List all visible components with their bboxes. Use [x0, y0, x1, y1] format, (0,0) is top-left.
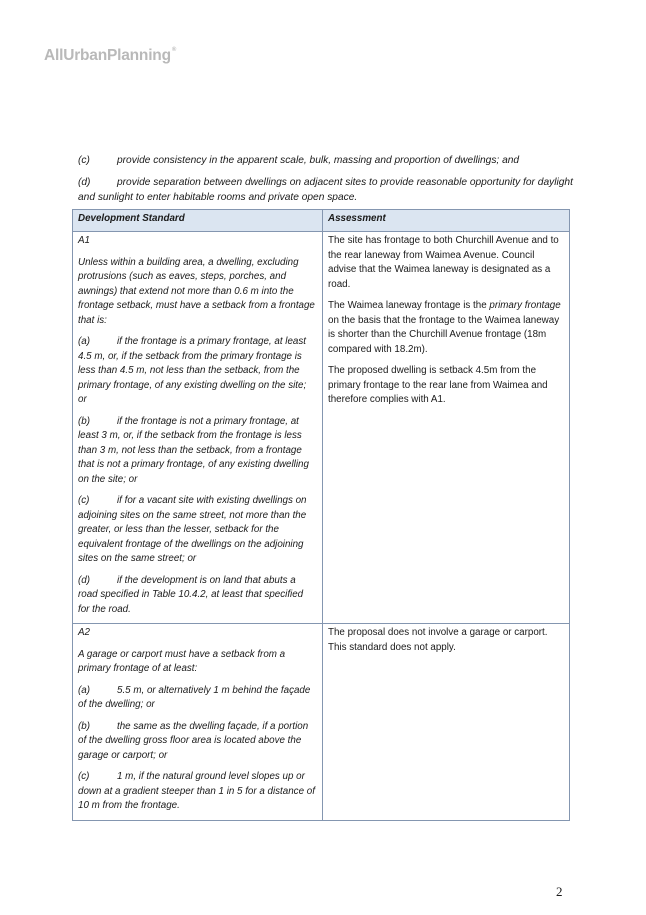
header-development-standard: Development Standard [73, 210, 323, 232]
standard-sub-item [78, 415, 317, 488]
logo-registered-mark: ® [171, 47, 177, 53]
sub-item-label: (b) [78, 720, 90, 732]
standard-cell-a1 [73, 232, 323, 624]
assessment-paragraph: The proposed dwelling is setback 4.5m from the primary frontage to the rear lane from Waimea and therefore complies with A1. [328, 365, 548, 405]
brand-logo [44, 47, 176, 65]
sub-item-label: (a) [78, 684, 90, 696]
assessment-text: The Waimea laneway frontage is the [328, 300, 490, 311]
intro-item-label: (c) [78, 155, 90, 166]
intro-item-text: provide consistency in the apparent scale, bulk, massing and proportion of dwellings; and [117, 155, 520, 166]
standard-code: A2 [78, 627, 90, 638]
intro-item-label: (d) [78, 177, 91, 188]
sub-item-text: if the frontage is not a primary frontage, at least 3 m, or, if the setback from the frontage is less than 3 m, not less than the setback, from a frontage that is not a primary frontage, of any existing dwelling on the site; or [78, 415, 309, 485]
sub-item-label: (c) [78, 495, 90, 506]
sub-item-text: if the development is on land that abuts a road specified in Table 10.4.2, at least that specified for the road. [78, 574, 304, 615]
standards-table [72, 209, 570, 821]
standard-cell-a2 [73, 624, 323, 821]
assessment-paragraph: The proposal does not involve a garage or carport. This standard does not apply. [328, 627, 548, 653]
intro-item-text: provide separation between dwellings on adjacent sites to provide reasonable opportunity for daylight and sunlight to enter habitable rooms and private open space. [78, 177, 573, 203]
sub-item-text: if the frontage is a primary frontage, at least 4.5 m, or, if the setback from the primary frontage is less than 4.5 m, not less than the setback, from the primary frontage, of any existing dwelling on the site; or [78, 336, 307, 405]
assessment-cell-a2 [323, 624, 570, 821]
standard-lead-text: Unless within a building area, a dwelling, excluding protrusions (such as eaves, steps, porches, and awnings) that extend not more than 0.6 m into the frontage setback, must have a setback from a frontage that is: [78, 256, 315, 326]
sub-item-text: the same as the dwelling façade, if a portion of the dwelling gross floor area is located above the garage or carport; or [78, 720, 309, 761]
standard-code: A1 [78, 235, 90, 246]
table-row-a2 [73, 624, 570, 821]
standard-sub-item [78, 574, 317, 618]
sub-item-label: (b) [78, 415, 90, 427]
sub-item-text: 1 m, if the natural ground level slopes up or down at a gradient steeper than 1 in 5 for a distance of 10 m from the frontage. [78, 771, 315, 811]
standard-sub-item [78, 720, 317, 764]
table-header-row [73, 210, 570, 232]
standard-lead-text: A garage or carport must have a setback from a primary frontage of at least: [78, 648, 286, 674]
assessment-emphasis: primary frontage [489, 300, 561, 311]
logo-text: AllUrbanPlanning [44, 47, 171, 64]
sub-item-label: (c) [78, 771, 90, 782]
header-assessment: Assessment [323, 210, 570, 232]
assessment-paragraph [328, 299, 564, 357]
standard-sub-item [78, 770, 317, 814]
sub-item-text: 5.5 m, or alternatively 1 m behind the façade of the dwelling; or [78, 684, 311, 710]
assessment-paragraph: The site has frontage to both Churchill Avenue and to the rear laneway from Waimea Avenue. Council advise that the Waimea laneway is designated as a road. [328, 235, 559, 290]
standard-sub-item [78, 494, 317, 567]
standard-sub-item [78, 335, 317, 408]
intro-item-c [78, 154, 578, 169]
assessment-cell-a1 [323, 232, 570, 624]
sub-item-label: (d) [78, 574, 90, 586]
sub-item-text: if for a vacant site with existing dwellings on adjoining sites on the same street, not more than the greater, or less than the lesser, setback for the equivalent frontage of the dwellings on the adjoining sites on the same street; or [78, 495, 307, 564]
assessment-text: on the basis that the frontage to the Waimea laneway is shorter than the Churchill Avenue frontage (18m compared with 18.2m). [328, 314, 560, 355]
table-row-a1 [73, 232, 570, 624]
sub-item-label: (a) [78, 336, 90, 347]
intro-item-d [78, 176, 578, 205]
standard-sub-item [78, 684, 317, 713]
page-number: 2 [556, 884, 563, 899]
